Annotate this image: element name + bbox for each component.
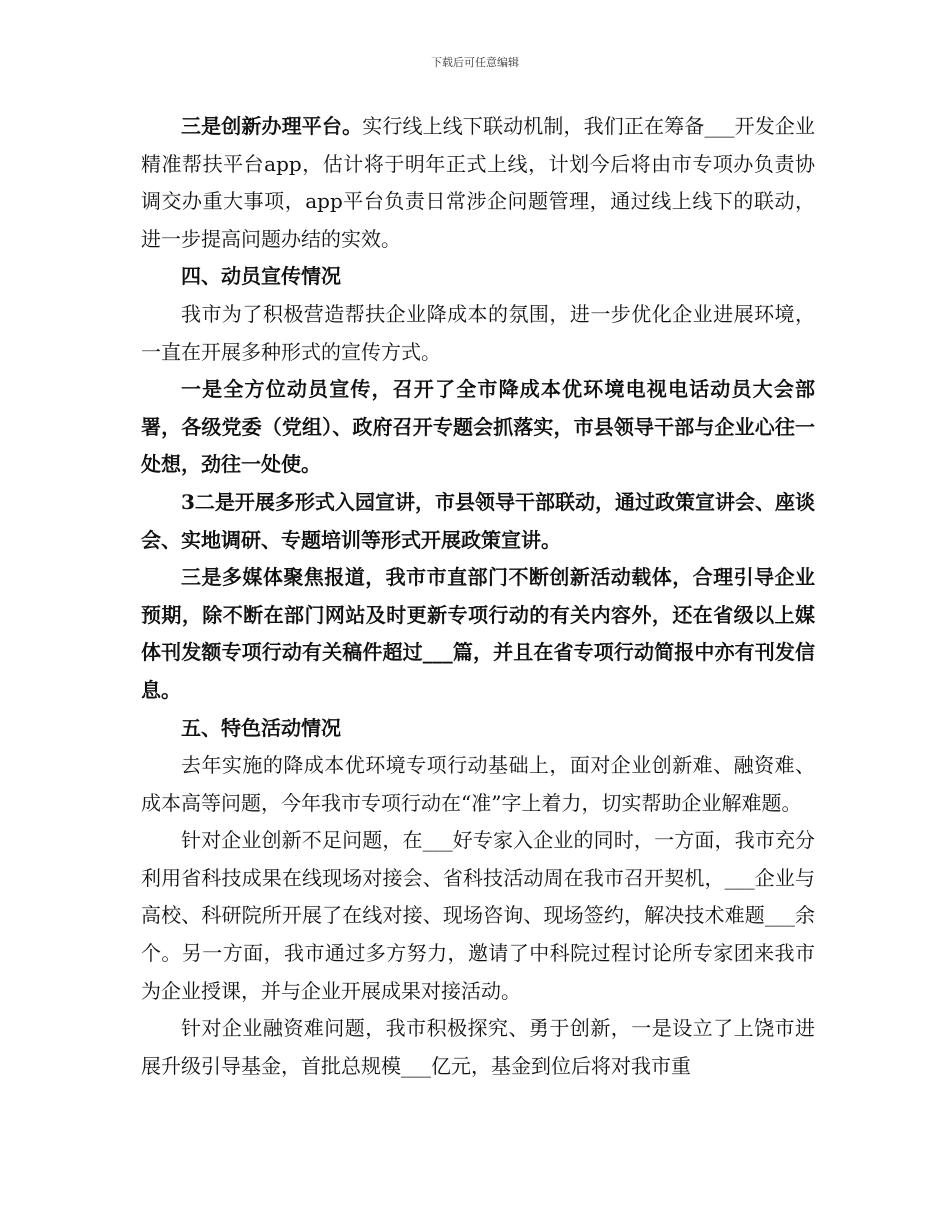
paragraph-activities-intro: 去年实施的降成本优环境专项行动基础上，面对企业创新难、融资难、成本高等问题，今年我市专项行动在“准”字上着力，切实帮助企业解难题。 [141,753,815,815]
paragraph-platform [141,108,815,258]
paragraph-innovation: 针对企业创新不足问题，在___好专家入企业的同时，一方面，我市充分利用省科技成果在线现场对接会、省科技活动周在我市召开契机，___企业与高校、科研院所开展了在线对接、现场咨询、现场签约，解决技术难题___余个。另一方面，我市通过多方努力，邀请了中科院过程讨论所专家团来我市为企业授课，并与企业开展成果对接活动。 [141,828,815,1003]
paragraph-publicity-point-2: 3二是开展多形式入园宣讲，市县领导干部联动，通过政策宣讲会、座谈会、实地调研、专题培训等形式开展政策宣讲。 [141,489,815,552]
section-heading-publicity: 四、动员宣传情况 [181,264,341,289]
paragraph-text: 实行线上线下联动机制，我们正在筹备___开发企业精准帮扶平台app，估计将于明年正式上线，计划今后将由市专项办负责协调交办重大事项，app平台负责日常涉企问题管理，通过线上线下的联动，进一步提高问题办结的实效。 [141,114,816,251]
paragraph-publicity-intro: 我市为了积极营造帮扶企业降成本的氛围，进一步优化企业进展环境，一直在开展多种形式的宣传方式。 [141,301,815,364]
paragraph-financing: 针对企业融资难问题，我市积极探究、勇于创新，一是设立了上饶市进展升级引导基金，首批总规模___亿元，基金到位后将对我市重 [141,1016,815,1078]
section-heading-activities: 五、特色活动情况 [181,715,341,740]
paragraph-publicity-point-3: 三是多媒体聚焦报道，我市市直部门不断创新活动载体，合理引导企业预期，除不断在部门网站及时更新专项行动的有关内容外，还在省级以上媒体刊发额专项行动有关稿件超过___篇，并且在省专项行动简报中亦有刊发信息。 [141,565,815,702]
paragraph-lead: 三是创新办理平台。 [181,114,363,138]
page-header-caption: 下载后可任意编辑 [431,56,519,69]
paragraph-publicity-point-1: 一是全方位动员宣传，召开了全市降成本优环境电视电话动员大会部署，各级党委（党组）、政府召开专题会抓落实，市县领导干部与企业心往一处想，劲往一处使。 [141,377,815,477]
document-body [141,108,815,1085]
